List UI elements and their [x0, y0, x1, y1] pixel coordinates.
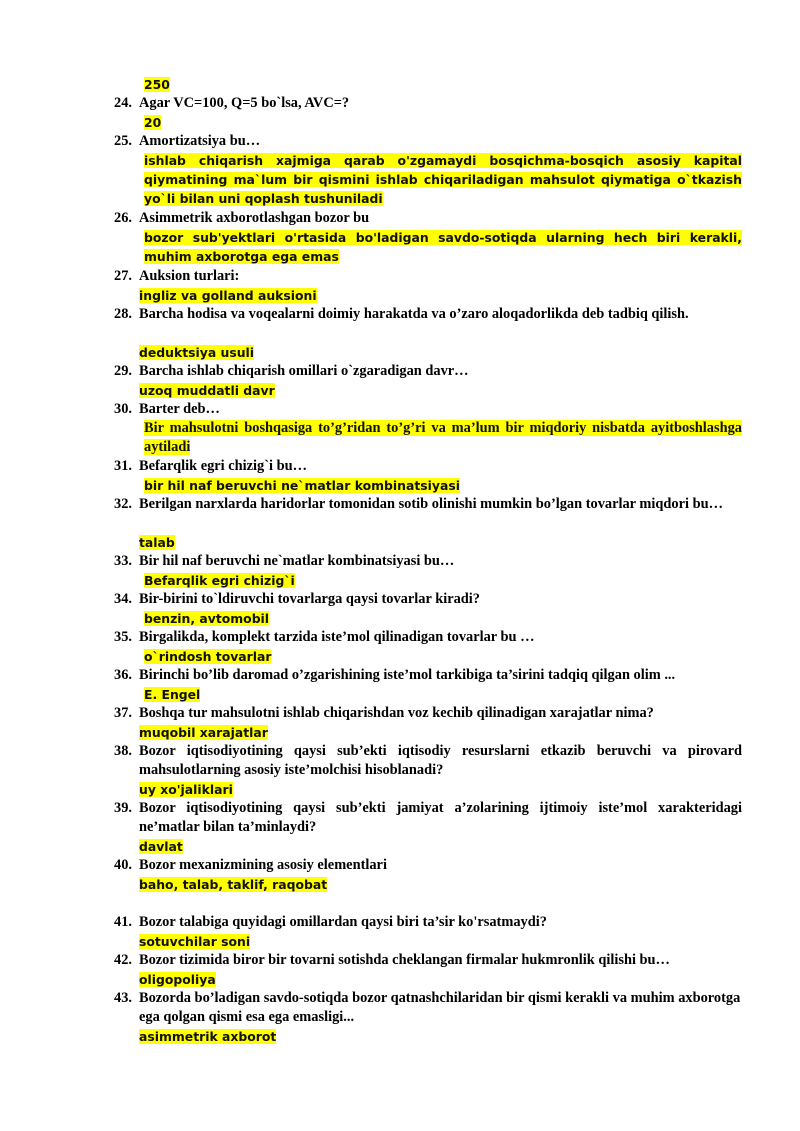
answer-24: 20 — [144, 115, 162, 130]
answer-40: baho, talab, taklif, raqobat — [139, 877, 328, 892]
answer-43: asimmetrik axborot — [139, 1029, 277, 1044]
question-43: 43. Bozorda bo’ladigan savdo-sotiqda bozor qatnashchilaridan bir qismi kerakli va muhim axborotga ega qolgan qismi esa ega emasligi... — [114, 990, 741, 1025]
question-28: 28. Barcha hodisa va voqealarni doimiy harakatda va o’zaro aloqadorlikda deb tadbiq qilish. — [114, 306, 689, 322]
question-42: 42. Bozor tizimida biror bir tovarni sotishda cheklangan firmalar hukmronlik qilishi bu… — [114, 952, 670, 968]
question-41: 41. Bozor talabiga quyidagi omillardan qaysi biri ta’sir ko'rsatmaydi? — [114, 914, 547, 930]
question-30: 30. Barter deb… — [114, 401, 220, 417]
question-34: 34. Bir-birini to`ldiruvchi tovarlarga qaysi tovarlar kiradi? — [114, 591, 480, 607]
answer-25: ishlab chiqarish xajmiga qarab o'zgamaydi bosqichma-bosqich asosiy kapital qiymatining ma`lum bir qismini ishlab chiqariladigan mahsulot qiymatiga o`tkazish yo`li bilan uni qoplash tushuniladi — [144, 153, 742, 206]
answer-27: ingliz va golland auksioni — [139, 288, 317, 303]
answer-31: bir hil naf beruvchi ne`matlar kombinatsiyasi — [144, 478, 460, 493]
question-26: 26. Asimmetrik axborotlashgan bozor bu — [114, 210, 370, 226]
answer-37: muqobil xarajatlar — [139, 725, 268, 740]
question-38: 38. Bozor iqtisodiyotining qaysi sub’ekti iqtisodiy resurslarni etkazib beruvchi va pirovard mahsulotlarning asosiy iste’molchisi hisoblanadi? — [114, 743, 742, 778]
answer-38: uy xo'jaliklari — [139, 782, 233, 797]
question-33: 33. Bir hil naf beruvchi ne`matlar kombinatsiyasi bu… — [114, 553, 455, 569]
answer-23: 250 — [144, 77, 170, 92]
answer-36: E. Engel — [144, 687, 201, 702]
answer-30: Bir mahsulotni boshqasiga to’g’ridan to’g’ri va ma’lum bir miqdoriy nisbatda ayitboshlashga aytiladi — [144, 420, 742, 455]
question-39: 39. Bozor iqtisodiyotining qaysi sub’ekti jamiyat a’zolarining ijtimoiy iste’mol xarakteridagi ne’matlar bilan ta’minlaydi? — [114, 800, 742, 835]
answer-29: uzoq muddatli davr — [139, 383, 275, 398]
question-36: 36. Birinchi bo’lib daromad o’zgarishining iste’mol tarkibiga ta’sirini tadqiq qilgan olim ... — [114, 667, 676, 683]
answer-35: o`rindosh tovarlar — [144, 649, 272, 664]
question-31: 31. Befarqlik egri chizig`i bu… — [114, 458, 308, 474]
question-40: 40. Bozor mexanizmining asosiy elementlari — [114, 857, 387, 873]
question-29: 29. Barcha ishlab chiqarish omillari o`zgaradigan davr… — [114, 363, 469, 379]
question-32: 32. Berilgan narxlarda haridorlar tomonidan sotib olinishi mumkin bo’lgan tovarlar miqdori bu… — [114, 496, 723, 512]
question-24: 24. Agar VC=100, Q=5 bo`lsa, AVC=? — [114, 95, 350, 111]
answer-34: benzin, avtomobil — [144, 611, 270, 626]
answer-28: deduktsiya usuli — [139, 345, 255, 360]
answer-39: davlat — [139, 839, 183, 854]
question-25: 25. Amortizatsiya bu… — [114, 133, 261, 149]
question-37: 37. Boshqa tur mahsulotni ishlab chiqarishdan voz kechib qilinadigan xarajatlar nima? — [114, 705, 654, 721]
answer-32: talab — [139, 535, 175, 550]
answer-41: sotuvchilar soni — [139, 934, 251, 949]
question-35: 35. Birgalikda, komplekt tarzida iste’mol qilinadigan tovarlar bu … — [114, 629, 535, 645]
answer-42: oligopoliya — [139, 972, 216, 987]
answer-33: Befarqlik egri chizig`i — [144, 573, 295, 588]
answer-26: bozor sub'yektlari o'rtasida bo'ladigan savdo-sotiqda ularning hech biri kerakli, muhim axborotga ega emas — [144, 230, 742, 264]
question-27: 27. Auksion turlari: — [114, 268, 240, 284]
